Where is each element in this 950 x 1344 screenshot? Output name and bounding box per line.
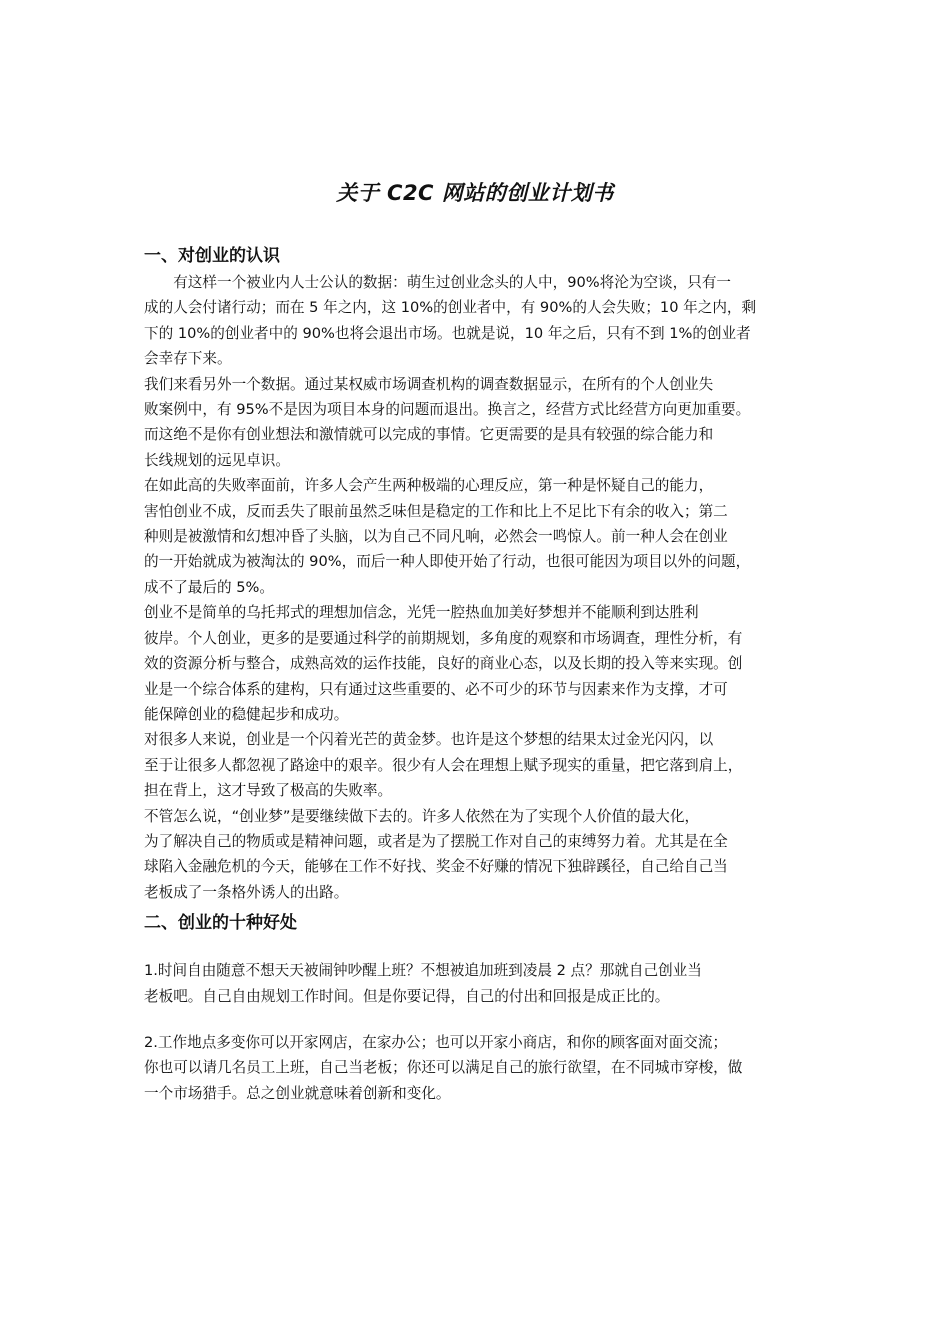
text-line: 种则是被激情和幻想冲昏了头脑，以为自己不同凡响，必然会一鸣惊人。前一种人会在创业 <box>144 528 728 546</box>
text-line: 能保障创业的稳健起步和成功。 <box>144 705 349 723</box>
text-line: 长线规划的远见卓识。 <box>144 451 290 469</box>
spacer <box>144 1009 814 1030</box>
list-item <box>144 958 814 1009</box>
text-line: 创业不是简单的乌托邦式的理想加信念，光凭一腔热血加美好梦想并不能顺利到达胜利 <box>144 604 699 622</box>
text-line: 业是一个综合体系的建构，只有通过这些重要的、必不可少的环节与因素来作为支撑，才可 <box>144 680 728 698</box>
text-line: 成不了最后的 5%。 <box>144 578 274 596</box>
list-item <box>144 1030 814 1106</box>
paragraph <box>144 600 814 727</box>
document-body <box>144 242 814 1106</box>
text-line: 败案例中，有 95%不是因为项目本身的问题而退出。换言之，经营方式比经营方向更加重要。 <box>144 401 751 419</box>
text-line: 在如此高的失败率面前，许多人会产生两种极端的心理反应，第一种是怀疑自己的能力， <box>144 477 714 495</box>
paragraph <box>144 473 814 600</box>
text-line: 的一开始就成为被淘汰的 90%，而后一种人即使开始了行动，也很可能因为项目以外的问题， <box>144 553 751 571</box>
text-line: 彼岸。个人创业，更多的是要通过科学的前期规划，多角度的观察和市场调查，理性分析，有 <box>144 629 743 647</box>
paragraph <box>144 270 814 372</box>
text-line: 害怕创业不成，反而丢失了眼前虽然乏味但是稳定的工作和比上不足比下有余的收入；第二 <box>144 502 728 520</box>
text-line: 下的 10%的创业者中的 90%也将会退出市场。也就是说，10 年之后，只有不到 1%的创业者 <box>144 324 751 342</box>
text-line: 会幸存下来。 <box>144 350 232 368</box>
paragraph <box>144 804 814 906</box>
paragraph <box>144 372 814 474</box>
text-line: 至于让很多人都忽视了路途中的艰辛。很少有人会在理想上赋予现实的重量，把它落到肩上， <box>144 756 743 774</box>
text-line: 不管怎么说，“创业梦”是要继续做下去的。许多人依然在为了实现个人价值的最大化， <box>144 807 700 825</box>
text-line: 成的人会付诸行动；而在 5 年之内，这 10%的创业者中，有 90%的人会失败；10 年之内，剩 <box>144 299 757 317</box>
text-line: 效的资源分析与整合，成熟高效的运作技能，良好的商业心态，以及长期的投入等来实现。创 <box>144 655 743 673</box>
paragraph <box>144 727 814 803</box>
text-line: 1.时间自由随意不想天天被闹钟吵醒上班？不想被追加班到凌晨 2 点？那就自己创业当 <box>144 962 702 980</box>
text-line: 为了解决自己的物质或是精神问题，或者是为了摆脱工作对自己的束缚努力着。尤其是在全 <box>144 832 728 850</box>
text-line: 而这绝不是你有创业想法和激情就可以完成的事情。它更需要的是具有较强的综合能力和 <box>144 426 714 444</box>
text-line: 有这样一个被业内人士公认的数据：萌生过创业念头的人中，90%将沦为空谈，只有一 <box>144 274 732 291</box>
text-line: 我们来看另外一个数据。通过某权威市场调查机构的调查数据显示，在所有的个人创业失 <box>144 375 714 393</box>
section-heading-2: 二、创业的十种好处 <box>144 913 297 934</box>
text-line: 老板吧。自己自由规划工作时间。但是你要记得，自己的付出和回报是成正比的。 <box>144 987 670 1005</box>
text-line: 老板成了一条格外诱人的出路。 <box>144 883 349 901</box>
text-line: 一个市场猎手。总之创业就意味着创新和变化。 <box>144 1084 451 1102</box>
text-line: 担在背上，这才导致了极高的失败率。 <box>144 782 393 800</box>
document-title: 关于 C2C 网站的创业计划书 <box>336 181 614 205</box>
text-line: 2.工作地点多变你可以开家网店，在家办公；也可以开家小商店，和你的顾客面对面交流； <box>144 1033 728 1051</box>
text-line: 球陷入金融危机的今天，能够在工作不好找、奖金不好赚的情况下独辟蹊径，自己给自己当 <box>144 858 728 876</box>
text-line: 你也可以请几名员工上班，自己当老板；你还可以满足自己的旅行欲望，在不同城市穿梭，做 <box>144 1059 743 1077</box>
spacer <box>144 937 814 958</box>
text-line: 对很多人来说，创业是一个闪着光芒的黄金梦。也许是这个梦想的结果太过金光闪闪，以 <box>144 731 714 749</box>
section-heading-1: 一、对创业的认识 <box>144 246 280 266</box>
